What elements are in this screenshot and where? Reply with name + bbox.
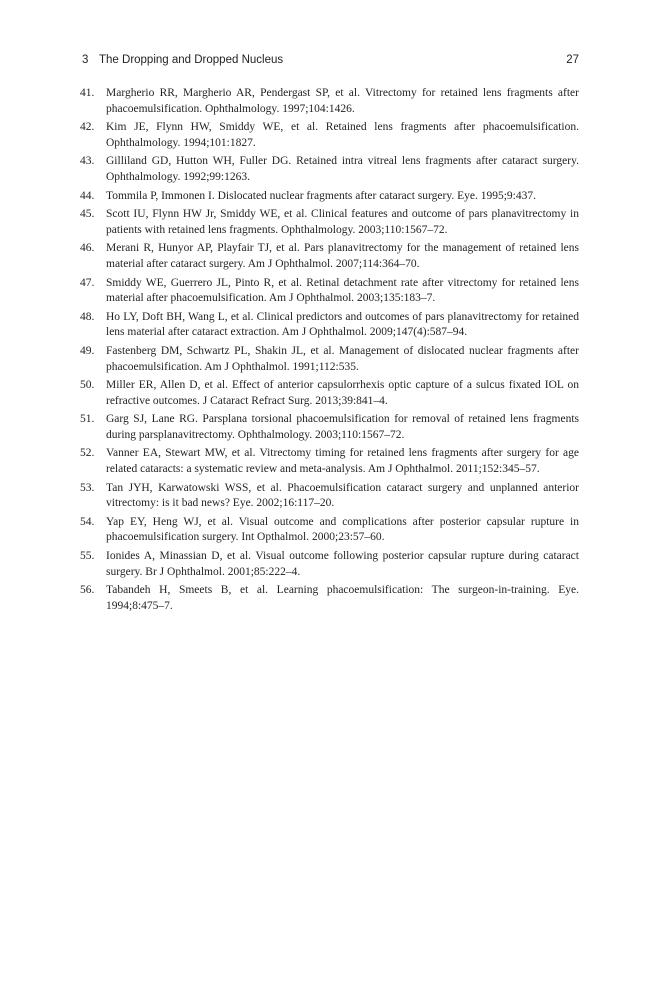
reference-number: 55.: [80, 550, 95, 563]
reference-item: [80, 310, 579, 341]
chapter-number: 3: [82, 54, 89, 66]
reference-item: [80, 86, 579, 117]
reference-number: 53.: [80, 481, 95, 494]
reference-number: 46.: [80, 242, 95, 255]
reference-item: [80, 549, 579, 580]
reference-text: Fastenberg DM, Schwartz PL, Shakin JL, et al. Management of dislocated nuclear fragments after phacoemulsification. Am J Ophthalmol. 1991;112:535.: [106, 344, 579, 373]
reference-item: [80, 446, 579, 477]
reference-item: [80, 120, 579, 151]
reference-number: 48.: [80, 310, 95, 323]
reference-number: 51.: [80, 413, 95, 426]
reference-number: 41.: [80, 87, 95, 99]
reference-text: Vanner EA, Stewart MW, et al. Vitrectomy timing for retained lens fragments after surgery for age related cataracts: a systematic review and meta-analysis. Am J Ophthalmol. 2011;152:345–57.: [106, 447, 579, 476]
reference-item: [80, 189, 579, 205]
reference-number: 52.: [80, 447, 95, 460]
reference-list: [80, 86, 579, 617]
reference-text: Margherio RR, Margherio AR, Pendergast SP, et al. Vitrectomy for retained lens fragments after phacoemulsification. Ophthalmology. 1997;104:1426.: [106, 87, 579, 115]
reference-number: 43.: [80, 155, 95, 168]
reference-text: Gilliland GD, Hutton WH, Fuller DG. Retained intra vitreal lens fragments after cataract surgery. Ophthalmology. 1992;99:1263.: [106, 155, 579, 183]
reference-item: [80, 583, 579, 614]
reference-item: [80, 378, 579, 409]
reference-text: Yap EY, Heng WJ, et al. Visual outcome and complications after posterior capsular rupture in phacoemulsification surgery. Int Opthalmol. 2000;23:57–60.: [106, 515, 579, 544]
reference-text: Tommila P, Immonen I. Dislocated nuclear fragments after cataract surgery. Eye. 1995;9:437.: [106, 189, 536, 202]
reference-item: [80, 412, 579, 443]
reference-number: 45.: [80, 208, 95, 221]
reference-text: Ho LY, Doft BH, Wang L, et al. Clinical predictors and outcomes of pars planavitrectomy for retained lens material after cataract extraction. Am J Ophthalmol. 2009;147(4):587–94.: [106, 310, 579, 339]
reference-number: 50.: [80, 379, 95, 392]
reference-number: 54.: [80, 515, 95, 528]
reference-text: Merani R, Hunyor AP, Playfair TJ, et al. Pars planavitrectomy for the management of retained lens material after cataract surgery. Am J Ophthalmol. 2007;114:364–70.: [106, 242, 579, 270]
reference-item: [80, 241, 579, 272]
reference-number: 44.: [80, 189, 95, 202]
reference-item: [80, 207, 579, 238]
page-number: 27: [566, 54, 579, 66]
reference-item: [80, 344, 579, 375]
reference-number: 42.: [80, 121, 95, 134]
reference-number: 49.: [80, 344, 95, 357]
reference-item: [80, 481, 579, 512]
running-head: [82, 52, 579, 68]
reference-text: Scott IU, Flynn HW Jr, Smiddy WE, et al. Clinical features and outcome of pars planavitrectomy in patients with retained lens fragments. Ophthalmology. 2003;110:1567–72.: [106, 208, 579, 236]
reference-item: [80, 276, 579, 307]
reference-text: Tabandeh H, Smeets B, et al. Learning phacoemulsification: The surgeon-in-training. Eye. 1994;8:475–7.: [106, 584, 579, 612]
reference-text: Smiddy WE, Guerrero JL, Pinto R, et al. Retinal detachment rate after vitrectomy for retained lens material after phacoemulsification. Am J Ophthalmol. 2003;135:183–7.: [106, 276, 579, 305]
reference-text: Kim JE, Flynn HW, Smiddy WE, et al. Retained lens fragments after phacoemulsification. Ophthalmology. 1994;101:1827.: [106, 121, 579, 149]
chapter-title: The Dropping and Dropped Nucleus: [99, 54, 284, 66]
reference-text: Ionides A, Minassian D, et al. Visual outcome following posterior capsular rupture during cataract surgery. Br J Ophthalmol. 2001;85:222–4.: [106, 550, 579, 578]
reference-text: Tan JYH, Karwatowski WSS, et al. Phacoemulsification cataract surgery and unplanned anterior vitrectomy: is it bad news? Eye. 2002;16:117–20.: [106, 481, 579, 510]
reference-number: 47.: [80, 276, 95, 289]
reference-item: [80, 515, 579, 546]
reference-text: Garg SJ, Lane RG. Parsplana torsional phacoemulsification for removal of retained lens fragments during parsplanavitrectomy. Ophthalmology. 2003;110:1567–72.: [106, 413, 579, 441]
reference-item: [80, 154, 579, 185]
reference-text: Miller ER, Allen D, et al. Effect of anterior capsulorrhexis optic capture of a sulcus fixated IOL on refractive outcomes. J Cataract Refract Surg. 2013;39:841–4.: [106, 379, 579, 407]
reference-number: 56.: [80, 584, 95, 597]
